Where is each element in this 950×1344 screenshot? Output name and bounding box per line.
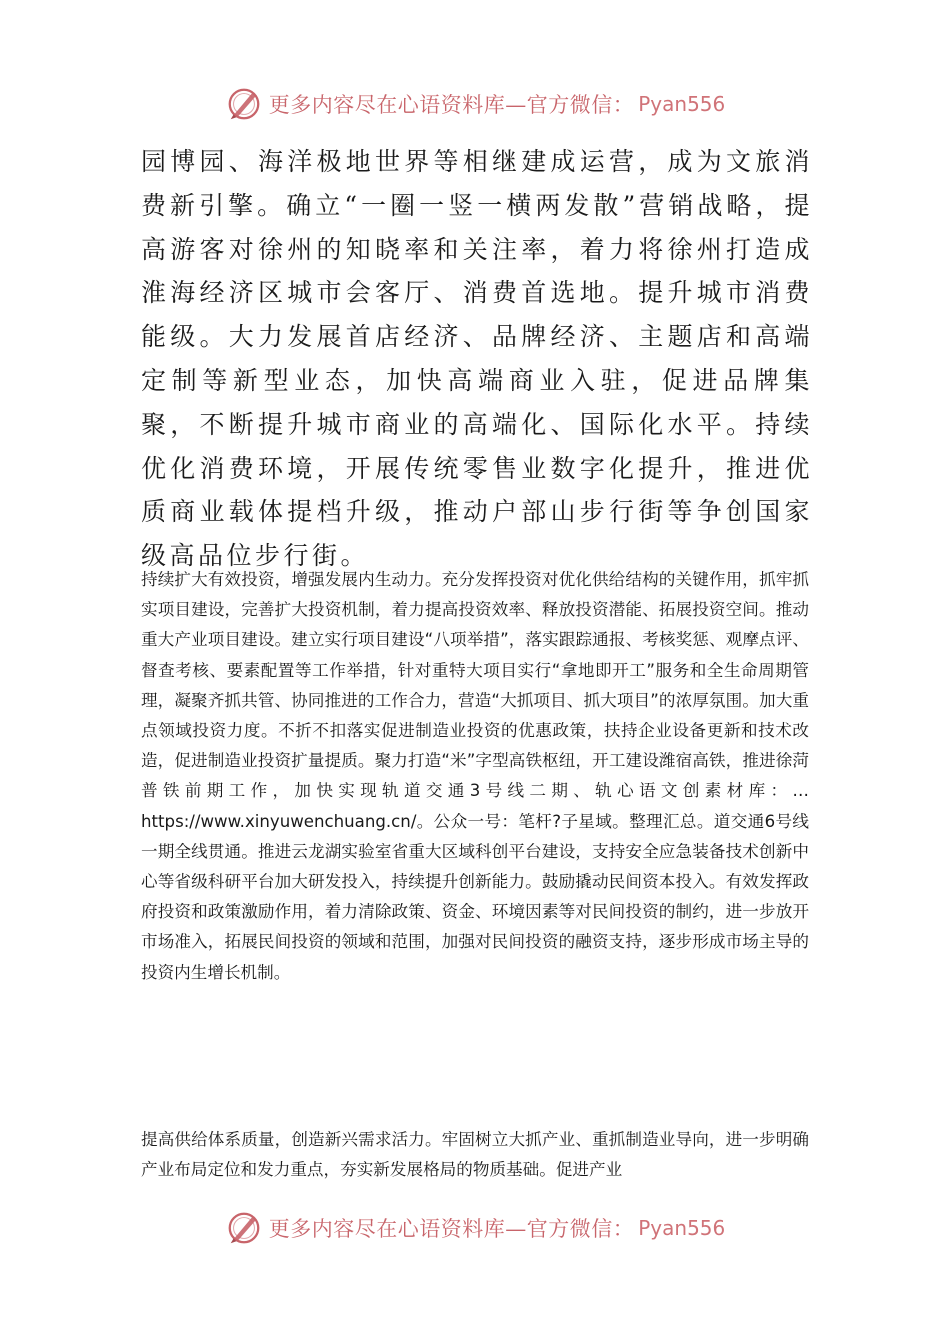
paragraph-consumption: 园博园、海洋极地世界等相继建成运营，成为文旅消费新引擎。确立“一圈一竖一横两发散”营销战略，提高游客对徐州的知晓率和关注率，着力将徐州打造成淮海经济区城市会客厅、消费首选地。提升城市消费能级。大力发展首店经济、品牌经济、主题店和高端定制等新型业态，加快高端商业入驻，促进品牌集聚，不断提升城市商业的高端化、国际化水平。持续优化消费环境，开展传统零售业数字化提升，推进优质商业载体提档升级，推动户部山步行街等争创国家级高品位步行街。	[141, 147, 813, 571]
watermark-handle: Pyan556	[638, 92, 726, 116]
watermark-text: 更多内容尽在心语资料库—官方微信：	[268, 93, 635, 117]
footer-watermark	[0, 1206, 950, 1250]
paragraph-investment: 持续扩大有效投资，增强发展内生动力。充分发挥投资对优化供给结构的关键作用，抓牢抓实项目建设，完善扩大投资机制，着力提高投资效率、释放投资潜能、拓展投资空间。推动重大产业项目建设。建立实行项目建设“八项举措”，落实跟踪通报、考核奖惩、观摩点评、督查考核、要素配置等工作举措，针对重特大项目实行“拿地即开工”服务和全生命周期管理，凝聚齐抓共管、协同推进的工作合力，营造“大抓项目、抓大项目”的浓厚氛围。加大重点领域投资力度。不折不扣落实促进制造业投资的优惠政策，扶持企业设备更新和技术改造，促进制造业投资扩量提质。聚力打造“米”字型高铁枢纽，开工建设潍宿高铁，推进徐菏普铁前期工作，加快实现轨道交通3号线二期、轨心语文创素材库：…https://www.xinyuwenchuang.cn/。公众一号：笔杆?子星域。整理汇总。道交通6号线一期全线贯通。推进云龙湖实验室省重大区域科创平台建设，支持安全应急装备技术创新中心等省级科研平台加大研发投入，持续提升创新能力。鼓励撬动民间资本投入。有效发挥政府投资和政策激励作用，着力清除政策、资金、环境因素等对民间投资的制约，进一步放开市场准入，拓展民间投资的领域和范围，加强对民间投资的融资支持，逐步形成市场主导的投资内生增长机制。	[141, 570, 809, 982]
quill-pen-logo-icon	[225, 85, 263, 123]
watermark-handle: Pyan556	[638, 1216, 726, 1240]
watermark-text: 更多内容尽在心语资料库—官方微信：	[268, 1217, 635, 1241]
header-watermark	[0, 82, 950, 126]
quill-pen-logo-icon	[225, 1209, 263, 1247]
paragraph-supply-quality: 提高供给体系质量，创造新兴需求活力。牢固树立大抓产业、重抓制造业导向，进一步明确产业布局定位和发力重点，夯实新发展格局的物质基础。促进产业	[141, 1130, 809, 1180]
